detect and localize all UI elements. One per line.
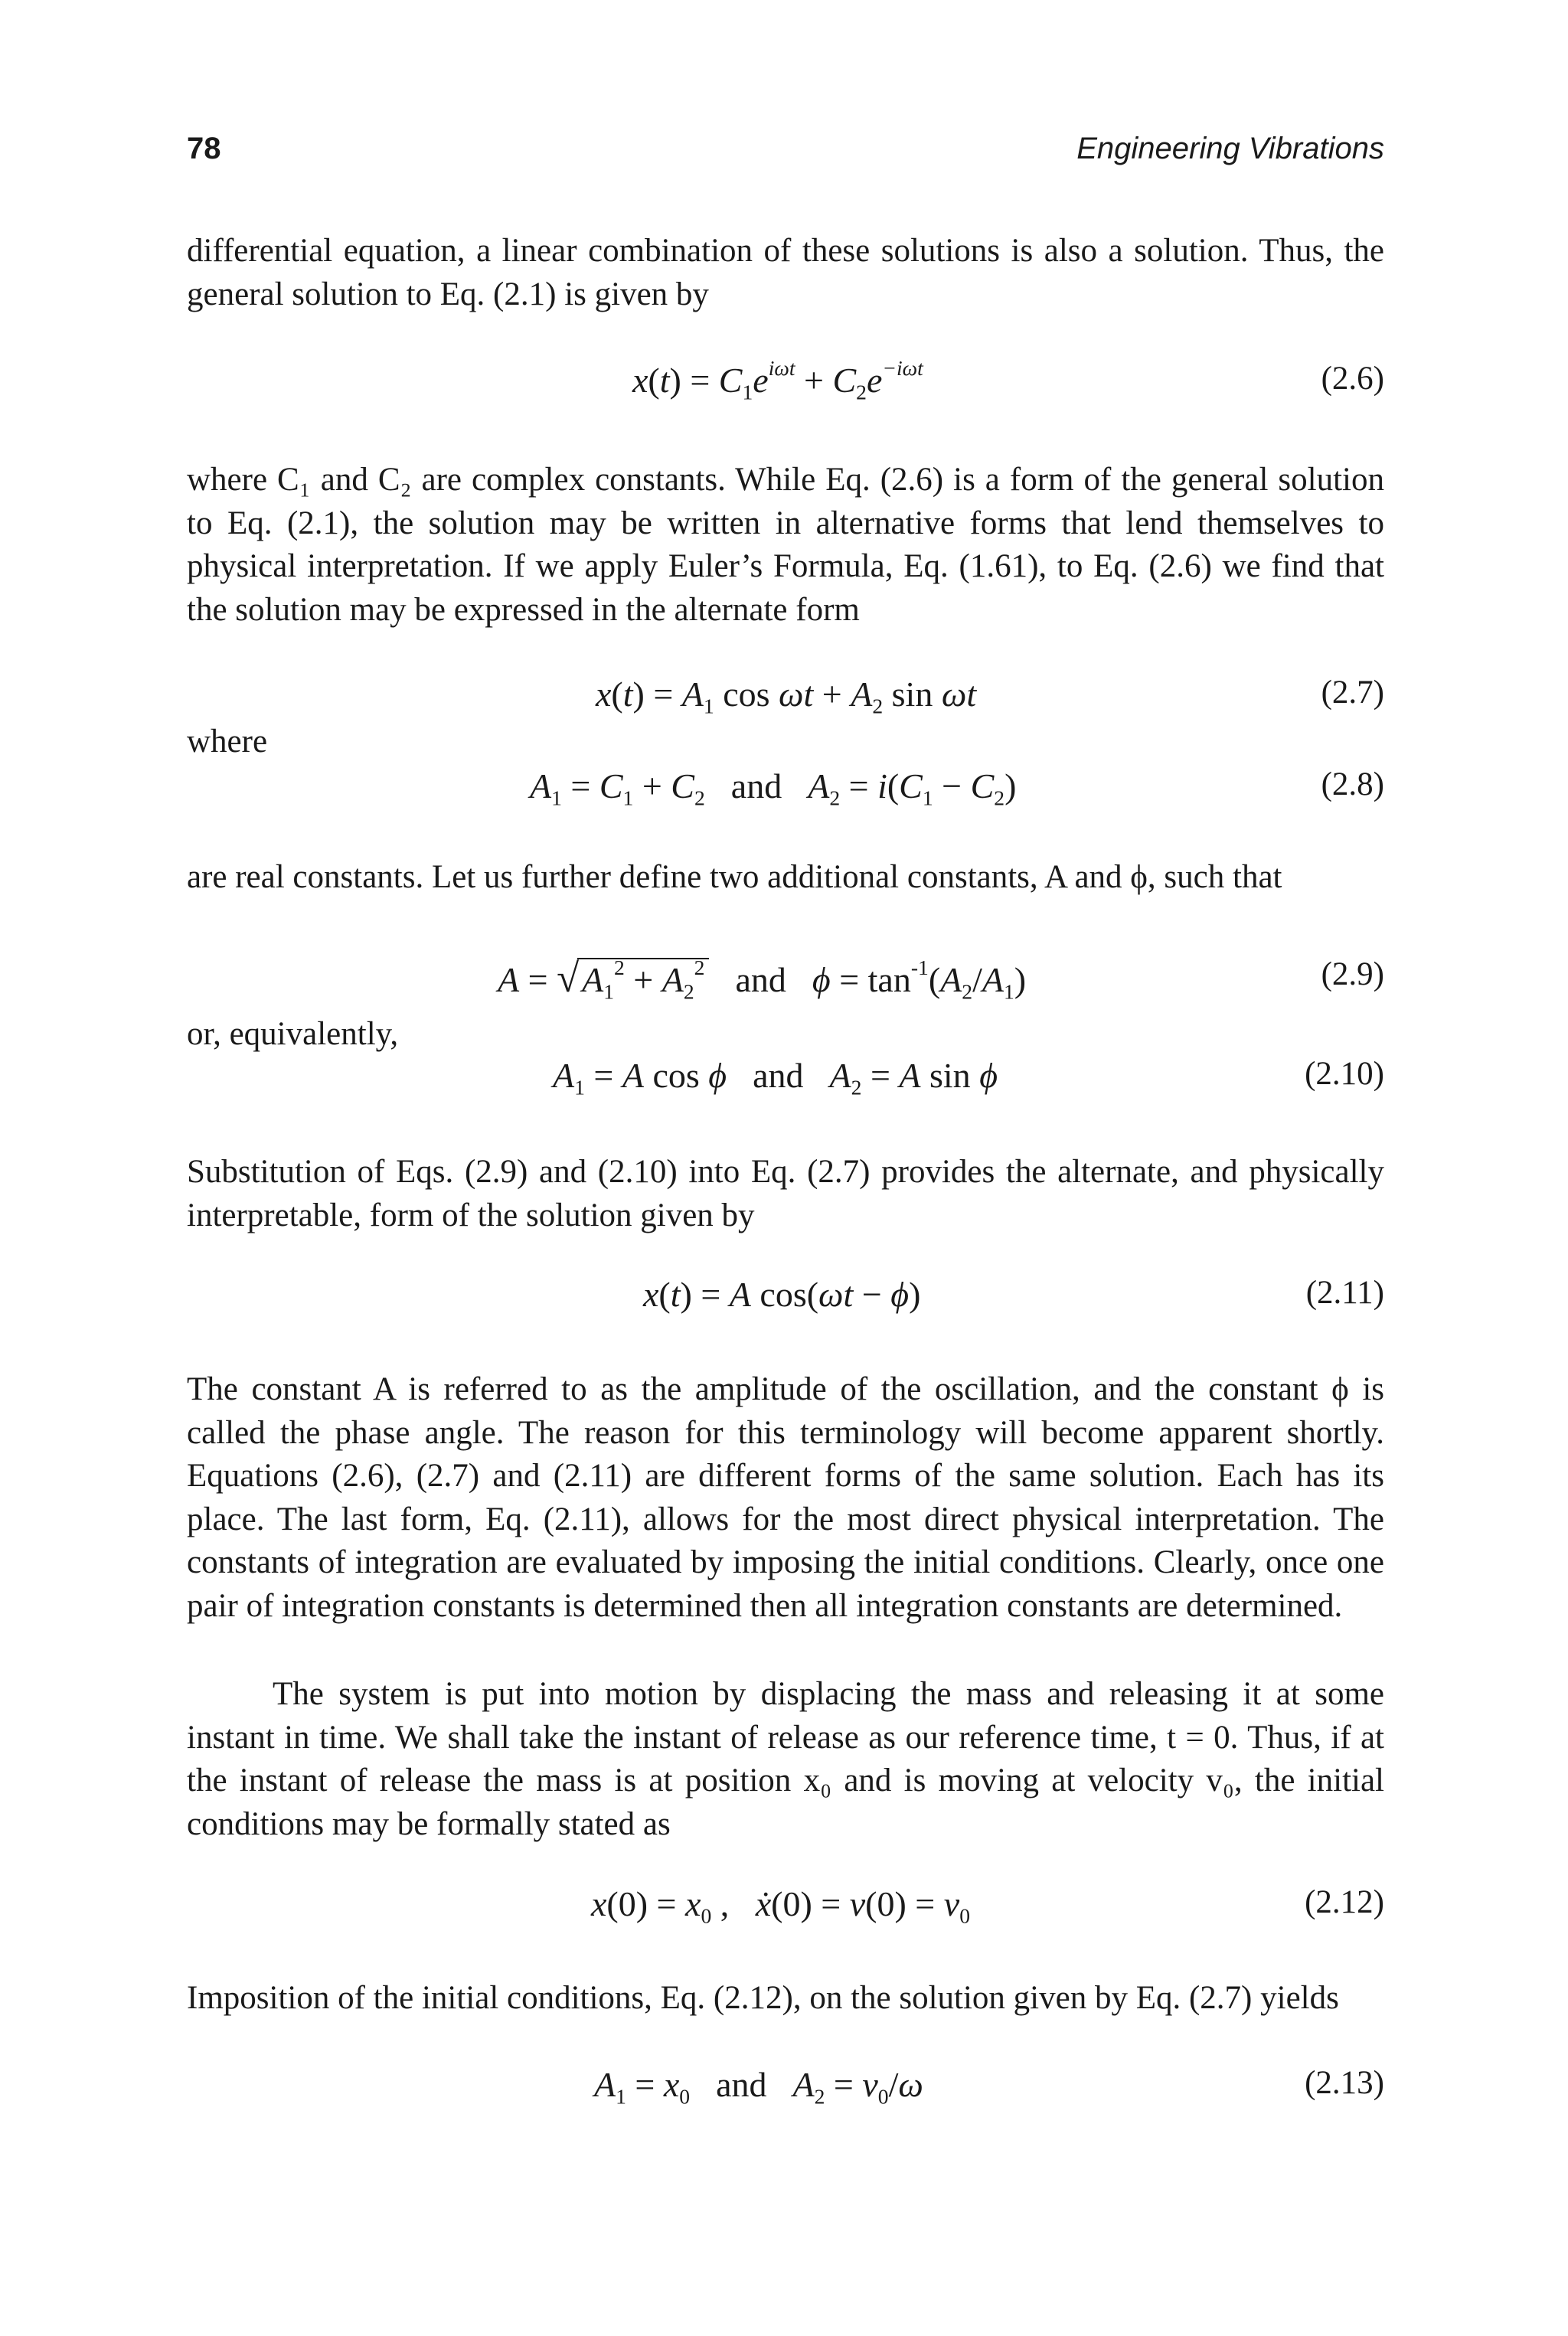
equation-2-11-number: (2.11) bbox=[1305, 1275, 1384, 1311]
equation-2-11-math: x(t) = A cos(ωt − ϕ) bbox=[643, 1275, 921, 1314]
equation-2-13-number: (2.13) bbox=[1305, 2065, 1384, 2101]
equation-2-9-math: $A = √A_1^2 + A_2^2$ and $\phi = \tan^{-1}(A_2/A_1)$ bbox=[498, 955, 1027, 1004]
equation-2-8-number: (2.8) bbox=[1321, 766, 1384, 802]
equation-2-6-number: (2.6) bbox=[1321, 361, 1384, 397]
equation-2-10-math: $A_1 = A$ cos ϕ and $A_2 = A$ sin ϕ bbox=[553, 1056, 998, 1099]
equation-2-10 bbox=[187, 1055, 1384, 1101]
equation-2-7-number: (2.7) bbox=[1321, 675, 1384, 711]
equation-2-12-math: $x(0) = x_0$ , ẋ(0) = $v(0) = v_0$ bbox=[591, 1884, 970, 1928]
page-header bbox=[187, 132, 1384, 178]
paragraph-2: where C₁ and C₂ are complex constants. While Eq. (2.6) is a form of the general solution to Eq. (2.1), the solution may be written in alternative forms that lend themselves to physical interpretation. If we apply Euler’s Formula, Eq. (1.61), to Eq. (2.6) we find that the solution may be expressed in the alternate form bbox=[187, 462, 1384, 628]
equation-2-8-math: $A_1 = C_1 + C_2$ and $A_2 = i(C_1 - C_2)$ bbox=[530, 766, 1017, 810]
equation-2-11 bbox=[187, 1274, 1384, 1320]
equation-2-8 bbox=[187, 766, 1384, 812]
equation-2-6-math: $x(t) = C_1e^{i\omega t} + C_2e^{-i\omega t}$ bbox=[632, 355, 923, 404]
paragraph-1: differential equation, a linear combination of these solutions is also a solution. Thus, the general solution to Eq. (2.1) is given by bbox=[187, 233, 1384, 312]
equation-2-7 bbox=[187, 674, 1384, 720]
paragraph-3: are real constants. Let us further define two additional constants, A and ϕ, such that bbox=[187, 859, 1282, 895]
equation-2-12-number: (2.12) bbox=[1305, 1884, 1384, 1920]
paragraph-7: Imposition of the initial conditions, Eq. (2.12), on the solution given by Eq. (2.7) yields bbox=[187, 1980, 1339, 2016]
equation-2-13-math: $A_1 = x_0$ and $A_2 = v_0/\omega$ bbox=[594, 2065, 923, 2109]
paragraph-4: Substitution of Eqs. (2.9) and (2.10) into Eq. (2.7) provides the alternate, and physically interpretable, form of the solution given by bbox=[187, 1154, 1384, 1233]
equation-2-6 bbox=[187, 355, 1384, 406]
where-label: where bbox=[187, 724, 268, 760]
paragraph-6: The system is put into motion by displacing the mass and releasing it at some instant in time. We shall take the instant of release as our reference time, t = 0. Thus, if at the instant of release the mass is at position x₀ and is moving at velocity v₀, the initial conditions may be formally stated as bbox=[187, 1676, 1384, 1842]
equation-2-12 bbox=[187, 1884, 1384, 1929]
page-number: 78 bbox=[187, 132, 221, 165]
running-title: Engineering Vibrations bbox=[1076, 132, 1384, 165]
equation-2-7-math: $x(t) = A_1$ $\cos \omega t + A_2$ sin ωt bbox=[596, 675, 977, 718]
or-equivalently-label: or, equivalently, bbox=[187, 1016, 399, 1052]
equation-2-10-number: (2.10) bbox=[1305, 1056, 1384, 1092]
equation-2-13 bbox=[187, 2064, 1384, 2110]
paragraph-5: The constant A is referred to as the amplitude of the oscillation, and the constant ϕ is called the phase angle. The reason for this terminology will become apparent shortly. Equations (2.6), (2.7) and (2.11) are different forms of the same solution. Each has its place. The last form, Eq. (2.11), allows for the most direct physical interpretation. The constants of integration are evaluated by imposing the initial conditions. Clearly, once one pair of integration constants is determined then all integration constants are determined. bbox=[187, 1371, 1384, 1624]
equation-2-9 bbox=[187, 955, 1384, 1004]
equation-2-9-number: (2.9) bbox=[1321, 956, 1384, 992]
